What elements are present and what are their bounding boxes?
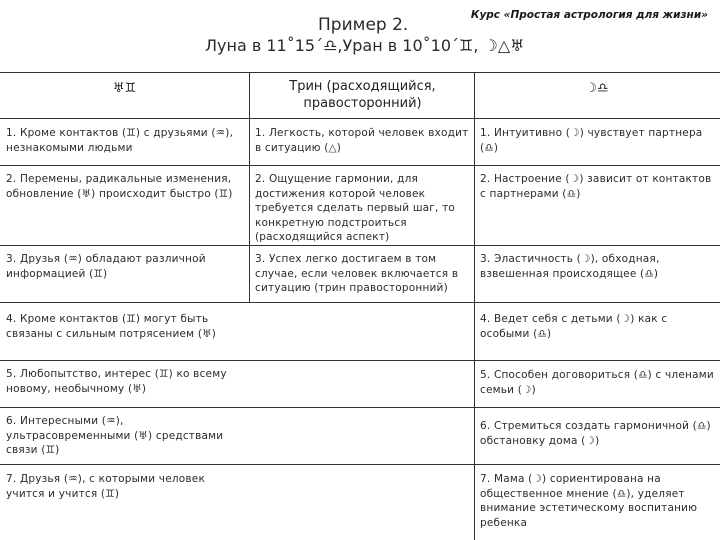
table-cell: 4. Ведет себя с детьми (☽) как с особыми (♎)	[480, 313, 668, 340]
header-middle: Трин (расходящийся, правосторонний)	[289, 79, 436, 111]
table-cell: 3. Успех легко достигаем в том случае, если человек включается в ситуацию (трин правосторонний)	[255, 253, 459, 294]
row-divider	[0, 360, 720, 361]
table-cell: 2. Ощущение гармонии, для достижения которой человек требуется сделать первый шаг, то конкретную подстроиться (расходящийся аспект)	[255, 173, 456, 243]
table-border-top	[0, 72, 720, 73]
column-divider	[249, 72, 250, 302]
table-cell: 1. Интуитивно (☽) чувствует партнера (♎)	[480, 127, 703, 154]
table-cell: 1. Кроме контактов (♊) с друзьями (♒), незнакомыми людьми	[6, 127, 234, 154]
table-cell: 6. Интересными (♒), ультрасовременными (♅) средствами связи (♊)	[6, 415, 224, 456]
header-divider	[0, 118, 720, 119]
page-subtitle: Луна в 11˚15΄♎,Уран в 10˚10΄♊, ☽△♅	[205, 36, 525, 55]
row-divider	[0, 407, 720, 408]
header-left: ♅♊	[112, 81, 137, 96]
table-cell: 3. Друзья (♒) обладают различной информацией (♊)	[6, 253, 206, 280]
header-right: ☽♎	[585, 81, 609, 96]
row-divider	[0, 464, 720, 465]
row-divider	[0, 245, 720, 246]
aspect-table	[0, 72, 720, 540]
table-cell: 5. Любопытство, интерес (♊) ко всему новому, необычному (♅)	[6, 368, 227, 395]
table-cell: 2. Перемены, радикальные изменения, обновление (♅) происходит быстро (♊)	[6, 173, 233, 200]
column-divider	[474, 72, 475, 540]
row-divider	[0, 165, 720, 166]
table-cell: 4. Кроме контактов (♊) могут быть связаны с сильным потрясением (♅)	[6, 313, 217, 340]
table-cell: 2. Настроение (☽) зависит от контактов с партнерами (♎)	[480, 173, 712, 200]
table-cell: 1. Легкость, которой человек входит в ситуацию (△)	[255, 127, 469, 154]
table-cell: 7. Друзья (♒), с которыми человек учится и учится (♊)	[6, 473, 205, 500]
page-title: Пример 2.	[318, 15, 409, 35]
table-cell: 5. Способен договориться (♎) с членами семьи (☽)	[480, 369, 714, 396]
table-cell: 3. Эластичность (☽), обходная, взвешенная происходящее (♎)	[480, 253, 660, 280]
course-title: Курс «Простая астрология для жизни»	[470, 9, 708, 21]
table-cell: 7. Мама (☽) сориентирована на общественное мнение (♎), уделяет внимание эстетическому воспитанию ребенка	[480, 473, 698, 529]
row-divider	[0, 302, 720, 303]
table-cell: 6. Стремиться создать гармоничной (♎) обстановку дома (☽)	[480, 420, 711, 447]
